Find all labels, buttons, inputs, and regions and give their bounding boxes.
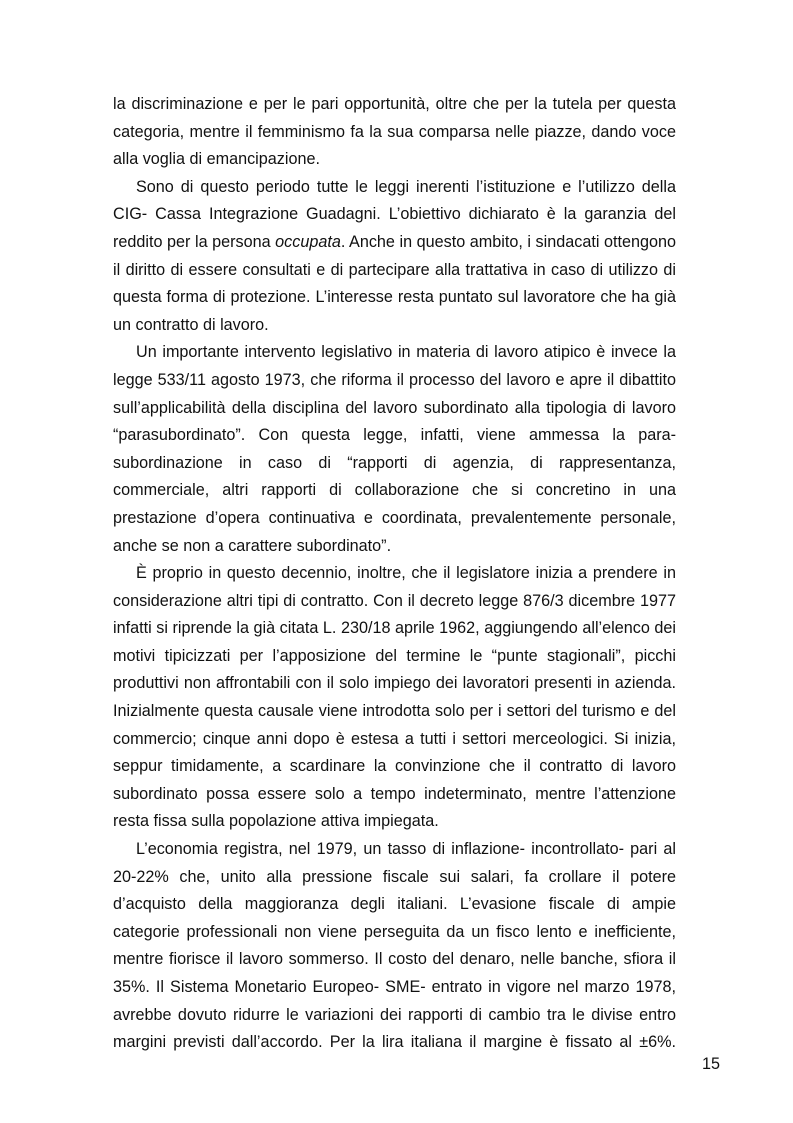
paragraph-1: la discriminazione e per le pari opportunità, oltre che per la tutela per questa categoria, mentre il femminismo fa la sua comparsa nelle piazze, dando voce alla voglia di emancipazione. [113, 95, 676, 169]
page-number: 15 [701, 1055, 720, 1073]
paragraph-2 [113, 174, 676, 340]
paragraph-2-text-end: . Anche in questo ambito, i sindacati ottengono il diritto di essere consultati e di partecipare alla trattativa in caso di utilizzo di questa forma di protezione. L’interesse resta puntato sul lavoratore che ha già un contratto di lavoro. [113, 232, 676, 334]
paragraph-5: L’economia registra, nel 1979, un tasso di inflazione- incontrollato- pari al 20-22% che, unito alla pressione fiscale sui salari, fa crollare il potere d’acquisto della maggioranza degli italiani. L’evasione fiscale di ampie categorie professionali non viene perseguita da un fisco lento e inefficiente, mentre fiorisce il lavoro sommerso. Il costo del denaro, nelle banche, sfiora il 35%. Il Sistema Monetario Europeo- SME- entrato in vigore nel marzo 1978, avrebbe dovuto ridurre le variazioni dei rapporti di cambio tra le divise entro margini previsti dall’accordo. Per la lira italiana il margine è fissato al ±6%. [113, 840, 676, 1052]
paragraph-4: È proprio in questo decennio, inoltre, che il legislatore inizia a prendere in considerazione altri tipi di contratto. Con il decreto legge 876/3 dicembre 1977 infatti si riprende la già citata L. 230/18 aprile 1962, aggiungendo all’elenco dei motivi tipicizzati per l’apposizione del termine le “punte stagionali”, picchi produttivi non affrontabili con il solo impiego dei lavoratori presenti in azienda. Inizialmente questa causale viene introdotta solo per i settori del turismo e del commercio; cinque anni dopo è estesa a tutti i settori merceologici. Si inizia, seppur timidamente, a scardinare la convinzione che il contratto di lavoro subordinato possa essere solo a tempo indeterminato, mentre l’attenzione resta fissa sulla popolazione attiva impiegata. [113, 564, 676, 831]
body-text [113, 91, 676, 1057]
paragraph-2-emphasis: occupata [275, 232, 341, 251]
paragraph-3: Un importante intervento legislativo in materia di lavoro atipico è invece la legge 533/11 agosto 1973, che riforma il processo del lavoro e apre il dibattito sull’applicabilità della disciplina del lavoro subordinato alla tipologia di lavoro “parasubordinato”. Con questa legge, infatti, viene ammessa la para-subordinazione in caso di “rapporti di agenzia, di rappresentanza, commerciale, altri rapporti di collaborazione che si concretino in una prestazione d’opera continuativa e coordinata, prevalentemente personale, anche se non a carattere subordinato”. [113, 343, 676, 555]
paragraph-2-text-start: Sono di questo periodo tutte le leggi inerenti l’istituzione e l’utilizzo della CIG- Cassa Integrazione Guadagni. L’obiettivo dichiarato è la garanzia del reddito per la persona [113, 177, 676, 251]
